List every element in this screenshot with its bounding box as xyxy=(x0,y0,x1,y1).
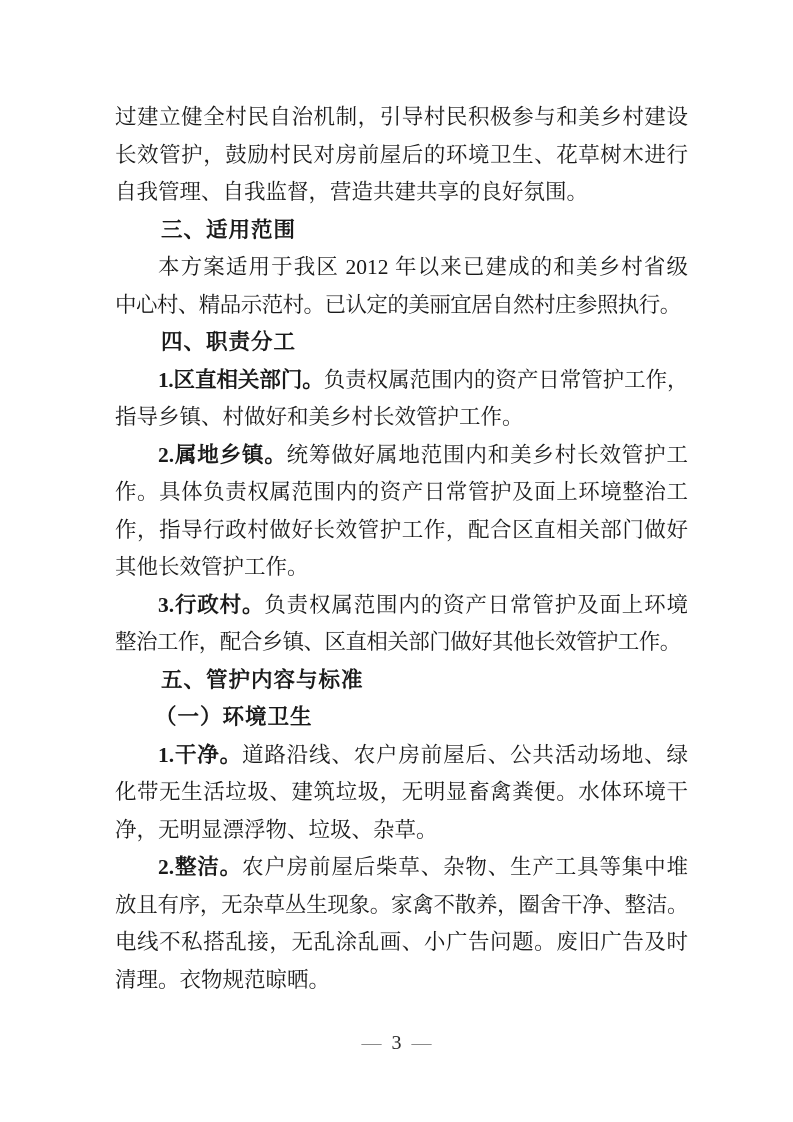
text-line: 过建立健全村民自治机制，引导村民积极参与和美乡村建设 xyxy=(115,105,688,129)
text-line: 长效管护，鼓励村民对房前屋后的环境卫生、花草树木进行 xyxy=(115,142,688,167)
numbered-paragraph xyxy=(115,587,688,662)
text-line xyxy=(115,737,688,775)
text-line: 作。具体负责权属范围内的资产日常管护及面上环境整治工 xyxy=(115,480,688,504)
page-footer xyxy=(0,1028,793,1058)
text-run: 农户房前屋后柴草、杂物、生产工具等集中堆 xyxy=(242,855,688,879)
numbered-lead: 2.整洁。 xyxy=(158,855,242,879)
text-line: 自我管理、自我监督，营造共建共享的良好氛围。 xyxy=(115,180,589,204)
text-line xyxy=(115,437,688,475)
numbered-paragraph xyxy=(115,849,688,999)
numbered-paragraph xyxy=(115,737,688,850)
section-heading: 三、适用范围 xyxy=(161,217,297,242)
text-run: 负责权属范围内的资产日常管护及面上环境 xyxy=(264,592,688,617)
text-line: 电线不私搭乱接，无乱涂乱画、小广告问题。废旧广告及时 xyxy=(115,930,688,954)
footer-dash-left: — xyxy=(361,1032,382,1054)
numbered-lead: 3.行政村。 xyxy=(158,592,265,617)
numbered-lead: 2.属地乡镇。 xyxy=(158,442,287,467)
text-line: 本方案适用于我区 2012 年以来已建成的和美乡村省级 xyxy=(158,255,688,279)
section-heading: 五、管护内容与标准 xyxy=(161,667,364,692)
text-line xyxy=(115,362,688,400)
text-run: 统筹做好属地范围内和美乡村长效管护工 xyxy=(286,442,688,467)
text-run: 道路沿线、农户房前屋后、公共活动场地、绿 xyxy=(242,742,688,767)
paragraph xyxy=(115,99,688,212)
text-line: 整治工作，配合乡镇、区直相关部门做好其他长效管护工作。 xyxy=(115,630,681,654)
paragraph xyxy=(115,249,688,324)
text-line xyxy=(115,849,688,887)
section-heading: 四、职责分工 xyxy=(161,330,297,354)
numbered-paragraph xyxy=(115,437,688,587)
text-line: 中心村、精品示范村。已认定的美丽宜居自然村庄参照执行。 xyxy=(115,292,681,317)
footer-dash-right: — xyxy=(411,1032,432,1054)
text-run: 负责权属范围内的资产日常管护工作， xyxy=(323,367,688,392)
numbered-lead: 1.干净。 xyxy=(158,742,242,767)
text-line: 作，指导行政村做好长效管护工作，配合区直相关部门做好 xyxy=(115,517,688,542)
subsection-heading: （一）环境卫生 xyxy=(155,705,313,729)
text-line xyxy=(115,587,688,625)
text-line: 指导乡镇、村做好和美乡村长效管护工作。 xyxy=(115,405,524,429)
numbered-lead: 1.区直相关部门。 xyxy=(158,367,324,392)
numbered-paragraph xyxy=(115,362,688,437)
text-line: 其他长效管护工作。 xyxy=(115,555,309,579)
page-number: 3 xyxy=(391,1032,402,1054)
document-body xyxy=(115,99,688,999)
text-line: 清理。衣物规范晾晒。 xyxy=(115,967,331,992)
text-line: 净，无明显漂浮物、垃圾、杂草。 xyxy=(115,817,438,842)
text-line: 放且有序，无杂草丛生现象。家禽不散养，圈舍干净、整洁。 xyxy=(115,892,688,917)
text-line: 化带无生活垃圾、建筑垃圾，无明显畜禽粪便。水体环境干 xyxy=(115,780,688,804)
